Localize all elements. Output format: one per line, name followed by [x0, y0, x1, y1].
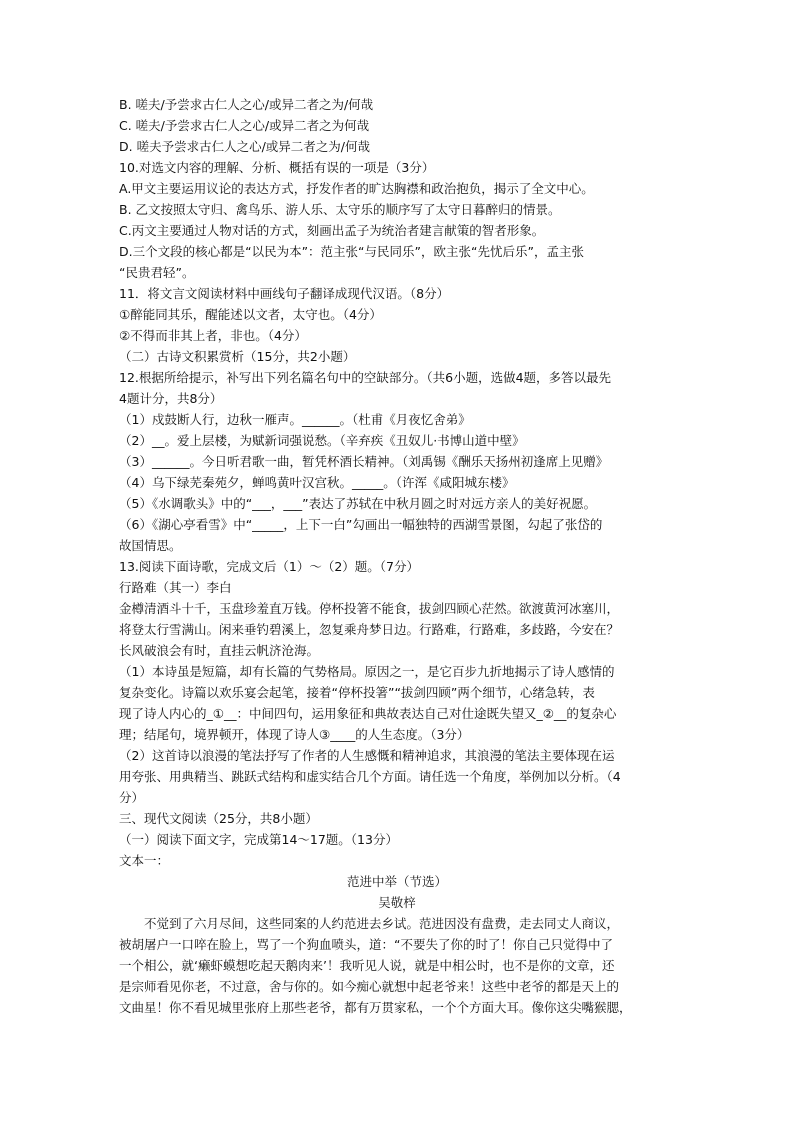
poem-line-2: 将登太行雪满山。闲来垂钓碧溪上，忽复乘舟梦日边。行路难，行路难，多歧路，今安在？ — [119, 622, 620, 637]
question-12-item-4: （4）乌下绿芜秦苑夕，蝉鸣黄叶汉宫秋。_____。（许浑《咸阳城东楼》 — [119, 475, 515, 490]
poem-line-3: 长风破浪会有时，直挂云帆济沧海。 — [119, 643, 320, 658]
question-13-part-1: （1）本诗虽是短篇，却有长篇的气势格局。原因之一，是它百步九折地揭示了诗人感情的 — [119, 664, 615, 679]
question-11-item-1: ①醉能同其乐，醒能述以文者，太守也。（4分） — [119, 307, 382, 322]
question-10-option-d: D.三个文段的核心都是“以民为本”：范主张“与民同乐”，欧主张“先忧后乐”，孟主张 — [119, 244, 584, 259]
question-12-item-5: （5）《水调歌头》中的“___，___”表达了苏轼在中秋月圆之时对远方亲人的美好祝愿。 — [119, 496, 597, 511]
question-11-stem: 11．将文言文阅读材料中画线句子翻译成现代汉语。（8分） — [119, 286, 450, 301]
poem-line-1: 金樽清酒斗十千，玉盘珍羞直万钱。停杯投箸不能食，拔剑四顾心茫然。欲渡黄河冰塞川， — [119, 601, 620, 616]
article-title: 范进中举（节选） — [346, 874, 447, 889]
question-12-item-3: （3）______。今日听君歌一曲，暂凭杯酒长精神。（刘禹锡《酬乐天扬州初逢席上见赠》 — [119, 454, 609, 469]
question-13-part-2-cont-b: 分） — [119, 790, 145, 805]
article-paragraph-line-4: 是宗师看见你老，不过意，舍与你的。如今痴心就想中起老爷来！这些中老爷的都是天上的 — [119, 979, 620, 994]
question-10-option-b: B. 乙文按照太守归、禽鸟乐、游人乐、太守乐的顺序写了太守日暮醉归的情景。 — [119, 202, 561, 217]
text-one-label: 文本一： — [119, 853, 170, 868]
question-13-part-1-cont-b: 现了诗人内心的_①__：中间四句，运用象征和典故表达自己对仕途既失望又_②__的复杂心 — [119, 706, 617, 721]
question-13-part-2: （2）这首诗以浪漫的笔法抒写了作者的人生感慨和精神追求，其浪漫的笔法主要体现在运 — [119, 748, 615, 763]
question-11-item-2: ②不得而非其上者，非也。（4分） — [119, 328, 307, 343]
subsection-1-heading: （一）阅读下面文字，完成第14～17题。（13分） — [119, 832, 398, 847]
question-10-stem: 10.对选文内容的理解、分析、概括有误的一项是（3分） — [119, 160, 435, 175]
article-author: 吴敬梓 — [378, 895, 416, 910]
article-paragraph-line-3: 一个相公，就‘癞虾蟆想吃起天鹅肉来’！我听见人说，就是中相公时，也不是你的文章，还 — [119, 958, 615, 973]
section-modern-reading-heading: 三、现代文阅读（25分，共8小题） — [119, 811, 318, 826]
question-13-part-2-cont: 用夸张、用典精当、跳跃式结构和虚实结合几个方面。请任选一个角度，举例加以分析。（4 — [119, 769, 621, 784]
question-12-item-1: （1）戍鼓断人行，边秋一雁声。______。（杜甫《月夜忆舍弟》 — [119, 412, 471, 427]
question-13-stem: 13.阅读下面诗歌，完成文后（1）～（2）题。（7分） — [119, 559, 419, 574]
article-paragraph-line-1: 不觉到了六月尽间，这些同案的人约范进去乡试。范进因没有盘费，走去同丈人商议， — [119, 916, 620, 931]
question-12-item-6-cont: 故国情思。 — [119, 538, 182, 553]
article-paragraph-line-2: 被胡屠户一口啐在脸上，骂了一个狗血喷头，道：“不要失了你的时了！你自己只觉得中了 — [119, 937, 613, 952]
section-poetry-heading: （二）古诗文积累赏析（15分，共2小题） — [119, 349, 356, 364]
question-12-stem: 12.根据所给提示，补写出下列名篇名句中的空缺部分。（共6小题，选做4题，多答以最先 — [119, 370, 612, 385]
poem-title: 行路难（其一）李白 — [119, 580, 232, 595]
question-10-option-c: C.丙文主要通过人物对话的方式，刻画出孟子为统治者建言献策的智者形象。 — [119, 223, 545, 238]
question-13-part-1-cont-c: 理；结尾句，境界顿开，体现了诗人③____的人生态度。（3分） — [119, 727, 470, 742]
question-13-part-1-cont-a: 复杂变化。诗篇以欢乐宴会起笔，接着“停杯投箸”“拔剑四顾”两个细节，心绪急转，表 — [119, 685, 595, 700]
option-d-line: D. 嗟夫予尝求古仁人之心/或异二者之为/何哉 — [119, 139, 370, 154]
question-12-stem-cont: 4题计分，共8分） — [119, 391, 223, 406]
question-12-item-6: （6）《湖心亭看雪》中“_____，上下一白”勾画出一幅独特的西湖雪景图，勾起了张岱的 — [119, 517, 603, 532]
question-12-item-2: （2）__。爱上层楼，为赋新词强说愁。（辛弃疾《丑奴儿·书博山道中壁》 — [119, 433, 525, 448]
option-b-line: B. 嗟夫/予尝求古仁人之心/或异二者之为/何哉 — [119, 97, 374, 112]
question-10-option-d-cont: “民贵君轻”。 — [119, 265, 195, 280]
article-paragraph-line-5: 文曲星！你不看见城里张府上那些老爷，都有万贯家私，一个个方面大耳。像你这尖嘴猴腮， — [119, 1000, 632, 1015]
question-10-option-a: A.甲文主要运用议论的表达方式，抒发作者的旷达胸襟和政治抱负，揭示了全文中心。 — [119, 181, 594, 196]
option-c-line: C. 嗟夫/予尝求古仁人之心/或异二者之为何哉 — [119, 118, 370, 133]
